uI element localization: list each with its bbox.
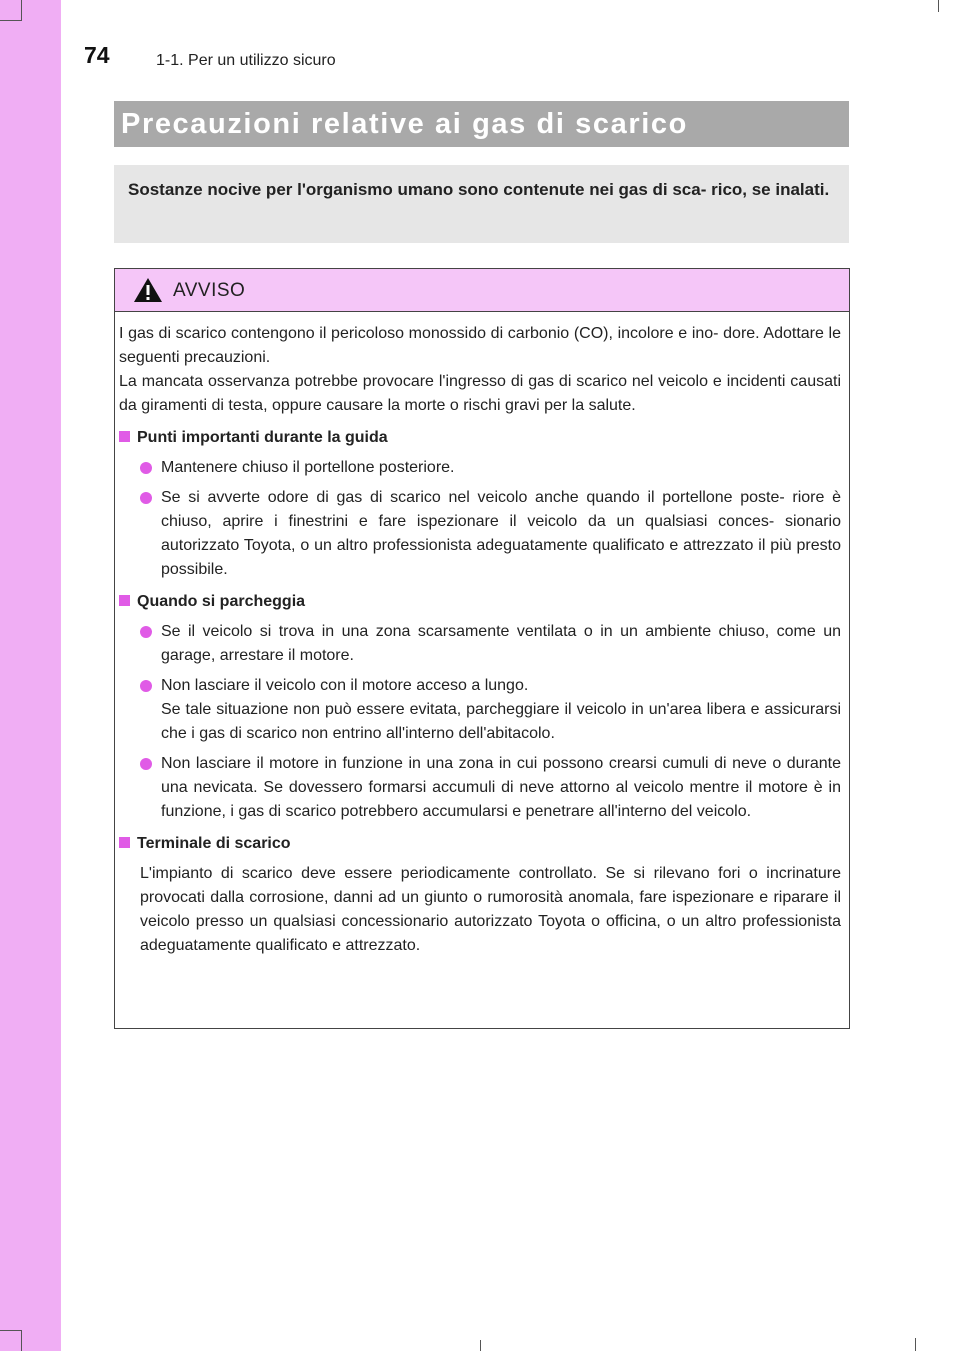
crop-mark <box>0 20 22 21</box>
list-item-line: Non lasciare il veicolo con il motore acceso a lungo. <box>161 677 529 694</box>
list-item <box>119 674 841 746</box>
circle-bullet-icon <box>140 758 152 770</box>
warning-paragraph: La mancata osservanza potrebbe provocare l'ingresso di gas di scarico nel veicolo e incidenti causati da giramenti di testa, oppure causare la morte o rischi gravi per la salute. <box>119 373 841 414</box>
section-heading-text: Punti importanti durante la guida <box>137 429 388 446</box>
list-item-text: Se si avverte odore di gas di scarico nel veicolo anche quando il portellone poste- riore è chiuso, aprire i finestrini e fare ispezionare il veicolo da un qualsiasi conces- sionario autorizzato Toyota, o un altro professionista adeguatamente qualificato e attrezzato il più presto possibile. <box>161 489 841 578</box>
crop-mark <box>938 0 939 12</box>
section-heading-text: Terminale di scarico <box>137 835 291 852</box>
list-item <box>119 752 841 824</box>
section-text: L'impianto di scarico deve essere periodicamente controllato. Se si rilevano fori o incrinature provocati dalla corrosione, danni ad un giunto o rumorosità anomala, fare ispezionare e riparare il veicolo presso un qualsiasi concessionario autorizzato Toyota o officina, o un altro professionista adeguatamente qualificato e attrezzato. <box>140 865 841 954</box>
circle-bullet-icon <box>140 680 152 692</box>
square-bullet-icon <box>119 837 130 848</box>
crop-mark <box>480 1340 481 1351</box>
crop-mark <box>21 0 22 20</box>
list-item-text: Non lasciare il motore in funzione in una zona in cui possono crearsi cumuli di neve o durante una nevicata. Se dovessero formarsi accumuli di neve attorno al veicolo mentre il motore è in funzione, i gas di scarico potrebbero accumularsi e penetrare all'interno del veicolo. <box>161 755 841 820</box>
chapter-title: 1-1. Per un utilizzo sicuro <box>156 52 336 69</box>
list-item <box>119 620 841 668</box>
section-heading <box>119 832 841 856</box>
side-margin-strip <box>0 0 61 1351</box>
warning-body <box>115 312 849 958</box>
warning-paragraph: I gas di scarico contengono il pericoloso monossido di carbonio (CO), incolore e ino- dore. Adottare le seguenti precauzioni. <box>119 325 841 366</box>
circle-bullet-icon <box>140 492 152 504</box>
section-heading <box>119 590 841 614</box>
section-title: Precauzioni relative ai gas di scarico <box>114 101 849 147</box>
section-heading-text: Quando si parcheggia <box>137 593 306 610</box>
circle-bullet-icon <box>140 462 152 474</box>
warning-triangle-icon <box>133 277 163 308</box>
list-item-text: Mantenere chiuso il portellone posteriore. <box>161 459 455 476</box>
list-item-text <box>161 674 841 746</box>
crop-mark <box>21 1331 22 1351</box>
list-item <box>119 456 841 480</box>
page-number: 74 <box>84 42 110 68</box>
warning-label: AVVISO <box>173 280 246 301</box>
intro-box: Sostanze nocive per l'organismo umano sono contenute nei gas di sca- rico, se inalati. <box>114 165 849 243</box>
square-bullet-icon <box>119 595 130 606</box>
section-heading <box>119 426 841 450</box>
crop-mark <box>0 1330 22 1331</box>
list-item-line: Se tale situazione non può essere evitata, parcheggiare il veicolo in un'area libera e assicurarsi che i gas di scarico non entrino all'interno dell'abitacolo. <box>161 701 841 742</box>
circle-bullet-icon <box>140 626 152 638</box>
warning-box <box>114 268 850 1029</box>
crop-mark <box>915 1338 916 1351</box>
square-bullet-icon <box>119 431 130 442</box>
list-item-text: Se il veicolo si trova in una zona scarsamente ventilata o in un ambiente chiuso, come un garage, arrestare il motore. <box>161 623 841 664</box>
warning-header <box>115 269 849 312</box>
list-item <box>119 486 841 582</box>
